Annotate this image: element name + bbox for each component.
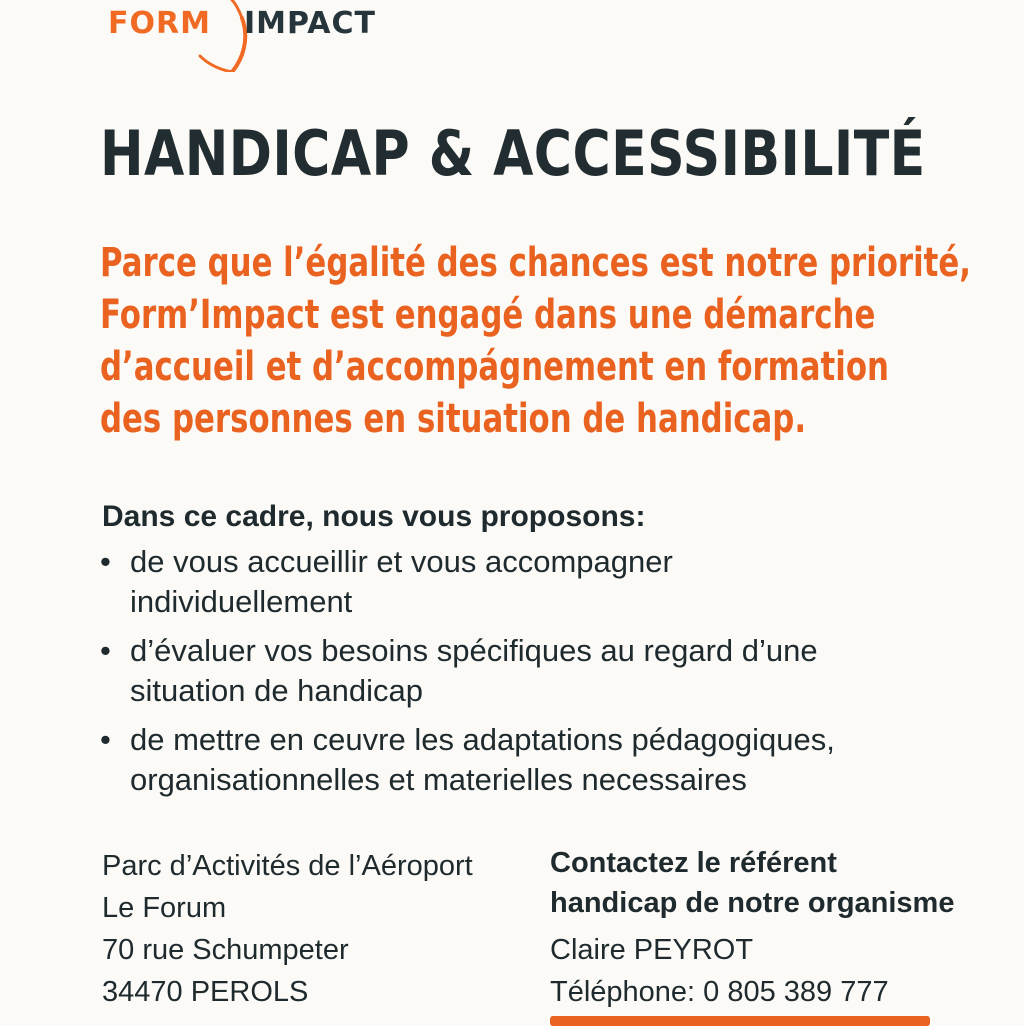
list-item-line: organisationnelles et materielles necessaires — [130, 762, 747, 797]
contact-heading: handicap de notre organisme — [550, 887, 955, 919]
list-item-line: de vous accueillir et vous accompagner — [130, 544, 673, 579]
address-line: Parc d’Activités de l’Aéroport — [102, 850, 473, 882]
offer-list — [100, 542, 960, 809]
offer-lead: Dans ce cadre, nous vous proposons: — [102, 500, 646, 533]
intro-line: des personnes en situation de handicap. — [100, 396, 807, 442]
logo-text-form: FORM — [108, 6, 211, 41]
intro-statement — [100, 237, 971, 445]
list-item-line: individuellement — [130, 584, 353, 619]
list-item — [100, 631, 960, 711]
cropped-email-line — [550, 1016, 930, 1026]
page-title: HANDICAP & ACCESSIBILITÉ — [100, 117, 926, 190]
intro-line: d’accueil et d’accompágnement en formation — [100, 344, 889, 390]
logo-text-impact: IMPACT — [244, 6, 376, 41]
bullet-icon: • — [100, 722, 111, 757]
bullet-icon: • — [100, 544, 111, 579]
contact-name: Claire PEYROT — [550, 934, 754, 966]
address-line: Le Forum — [102, 892, 227, 924]
list-item — [100, 542, 960, 622]
address-line: 70 rue Schumpeter — [102, 934, 349, 966]
list-item-line: d’évaluer vos besoins spécifiques au regard d’une — [130, 633, 818, 668]
intro-line: Form’Impact est engagé dans une démarche — [100, 292, 876, 338]
list-item-line: de mettre en ceuvre les adaptations pédagogiques, — [130, 722, 835, 757]
contact-block — [550, 843, 954, 1013]
contact-heading: Contactez le référent — [550, 847, 837, 879]
contact-phone: Téléphone: 0 805 389 777 — [550, 976, 889, 1008]
address-line: 34470 PEROLS — [102, 976, 309, 1008]
list-item-line: situation de handicap — [130, 673, 424, 708]
brand-logo — [92, 0, 392, 72]
bullet-icon: • — [100, 633, 111, 668]
list-item — [100, 720, 960, 800]
intro-line: Parce que l’égalité des chances est notre priorité, — [100, 240, 971, 286]
address-block — [102, 845, 473, 1013]
